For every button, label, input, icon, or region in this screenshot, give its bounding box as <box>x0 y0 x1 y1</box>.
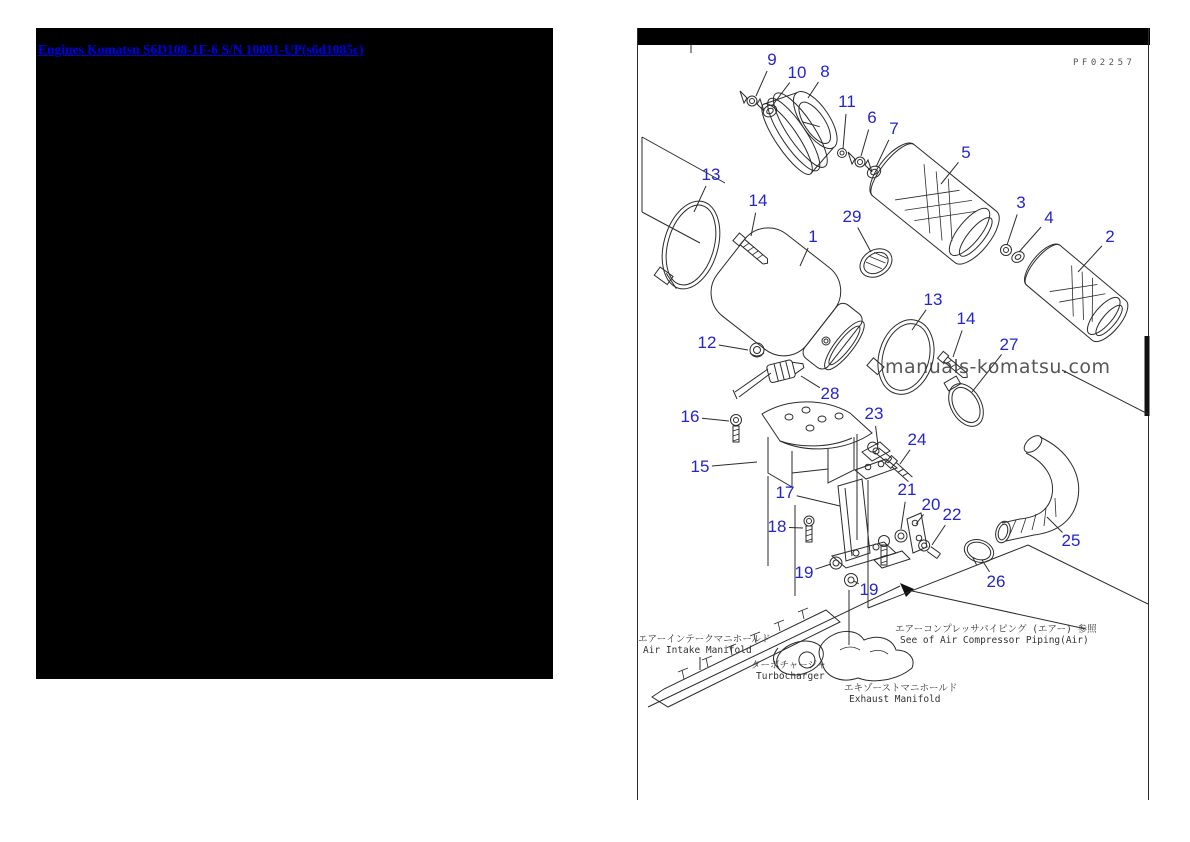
callout-7: 7 <box>889 119 899 138</box>
callout-13: 13 <box>923 290 943 309</box>
callout-17: 17 <box>775 483 795 502</box>
callout-5: 5 <box>961 143 971 162</box>
callout-11: 11 <box>838 92 856 111</box>
diagram-artwork <box>637 28 1150 800</box>
callout-14: 14 <box>748 191 768 210</box>
callout-20: 20 <box>921 495 941 514</box>
callout-8: 8 <box>820 62 830 81</box>
leader-lines <box>694 71 1102 584</box>
callout-16: 16 <box>680 407 700 426</box>
callout-28: 28 <box>820 384 840 403</box>
part-label-0: エアーインテークマニホールド Air Intake Manifold <box>638 634 771 656</box>
part-label-3: エアーコンプレッサパイピング (エアー) 参照 See of Air Compressor Piping(Air) <box>895 624 1097 646</box>
callout-9: 9 <box>767 50 777 69</box>
callout-3: 3 <box>1016 193 1026 212</box>
callout-19: 19 <box>859 580 879 599</box>
callout-22: 22 <box>942 505 962 524</box>
watermark: manuals-komatsu.com <box>885 356 1111 378</box>
callout-15: 15 <box>690 457 710 476</box>
part-label-2: エキゾーストマニホールド Exhaust Manifold <box>844 683 958 705</box>
callout-29: 29 <box>842 207 862 226</box>
parts-diagram-panel <box>637 28 1150 800</box>
model-link[interactable]: Engines Komatsu S6D108-1F-6 S/N 10001-UP(s6d1085c) <box>38 42 364 57</box>
part-label-1: ターボチャージャ Turbocharger <box>751 660 827 682</box>
callout-19: 19 <box>794 563 814 582</box>
callout-10: 10 <box>787 63 807 82</box>
callout-12: 12 <box>697 333 717 352</box>
callout-4: 4 <box>1044 208 1054 227</box>
callout-14: 14 <box>956 309 976 328</box>
callout-25: 25 <box>1061 531 1081 550</box>
callout-2: 2 <box>1105 227 1115 246</box>
callout-6: 6 <box>867 108 877 127</box>
callout-23: 23 <box>864 404 884 423</box>
callout-27: 27 <box>999 335 1019 354</box>
callout-24: 24 <box>907 430 927 449</box>
callout-1: 1 <box>808 227 818 246</box>
callout-21: 21 <box>897 480 917 499</box>
callout-26: 26 <box>986 572 1006 591</box>
callout-13: 13 <box>701 165 721 184</box>
left-image-panel <box>36 28 553 679</box>
plate-code: PF02257 <box>1073 58 1136 68</box>
callout-18: 18 <box>767 517 787 536</box>
